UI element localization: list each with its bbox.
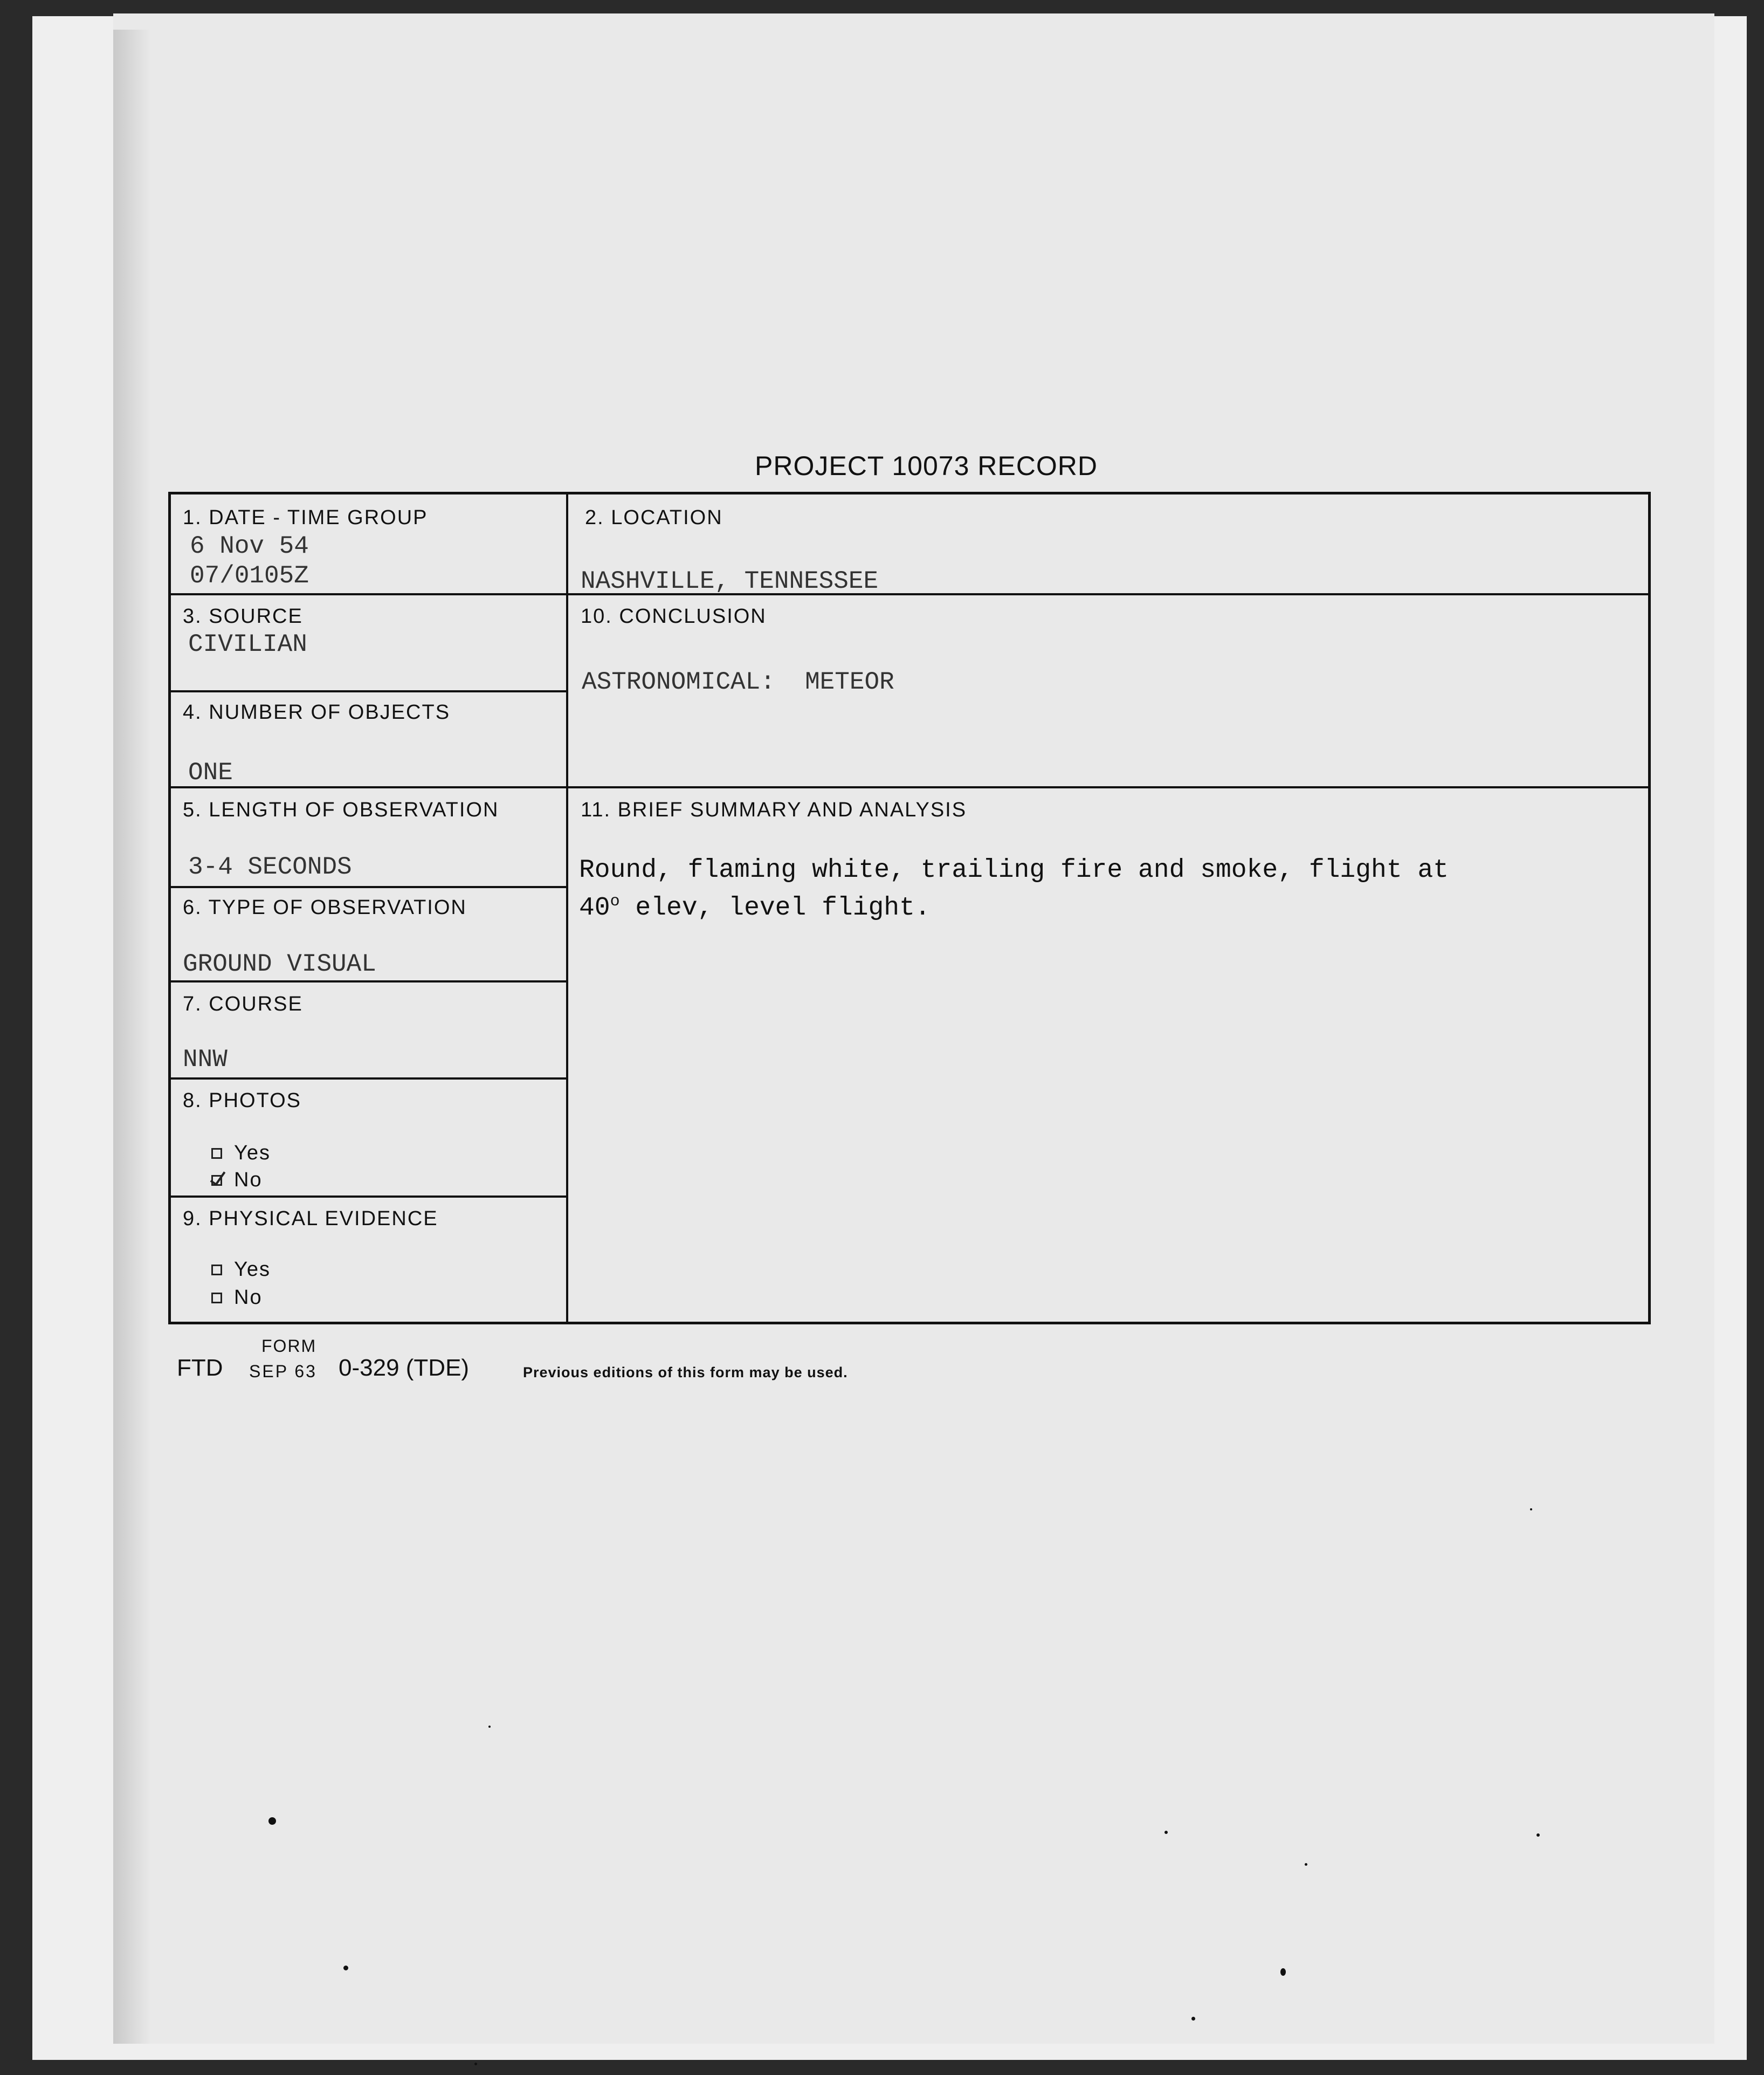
dust-speck: [1305, 1863, 1307, 1866]
summary-label: 11. BRIEF SUMMARY AND ANALYSIS: [581, 799, 967, 821]
summary-line-2-rest: elev, level flight.: [619, 894, 931, 923]
dust-speck: [474, 2063, 477, 2065]
date-value: 6 Nov 54: [190, 532, 309, 560]
physical-evidence-label: 9. PHYSICAL EVIDENCE: [183, 1207, 438, 1230]
footer-form-number: 0-329 (TDE): [339, 1355, 470, 1381]
form-title: PROJECT 10073 RECORD: [755, 451, 1098, 481]
dust-speck: [1191, 2017, 1195, 2021]
summary-text: [579, 855, 1449, 924]
course-label: 7. COURSE: [183, 993, 303, 1015]
row-divider: [171, 1195, 568, 1198]
dust-speck: [1536, 1833, 1540, 1837]
physical-evidence-yes-option[interactable]: [211, 1258, 271, 1281]
photos-no-checkbox[interactable]: [211, 1175, 222, 1186]
row-divider: [171, 690, 568, 692]
length-of-observation-label: 5. LENGTH OF OBSERVATION: [183, 799, 499, 821]
dust-speck: [268, 1817, 276, 1825]
length-of-observation-value: 3-4 SECONDS: [188, 853, 352, 881]
location-label: 2. LOCATION: [585, 506, 723, 529]
dust-speck: [1280, 1968, 1286, 1976]
number-of-objects-value: ONE: [188, 759, 233, 787]
dust-speck: [1164, 1831, 1168, 1834]
type-of-observation-value: GROUND VISUAL: [183, 950, 376, 978]
dust-speck: [488, 1726, 491, 1728]
photos-yes-checkbox[interactable]: [211, 1148, 222, 1159]
course-value: NNW: [183, 1046, 228, 1074]
footer-note: Previous editions of this form may be used.: [523, 1364, 848, 1380]
type-of-observation-label: 6. TYPE OF OBSERVATION: [183, 896, 467, 919]
photos-label: 8. PHOTOS: [183, 1089, 302, 1112]
physical-evidence-yes-checkbox[interactable]: [211, 1265, 222, 1275]
dust-speck: [1530, 1508, 1532, 1510]
row-divider: [568, 786, 1648, 788]
source-label: 3. SOURCE: [183, 605, 303, 628]
time-value: 07/0105Z: [190, 562, 309, 590]
summary-line-2: [579, 894, 931, 923]
location-value: NASHVILLE, TENNESSEE: [581, 567, 879, 595]
summary-line-1: Round, flaming white, trailing fire and smoke, flight at: [579, 856, 1449, 885]
footer-form-label: FORM: [261, 1336, 317, 1356]
photos-yes-label: Yes: [234, 1142, 271, 1164]
row-divider: [171, 593, 568, 595]
conclusion-value: ASTRONOMICAL: METEOR: [582, 668, 894, 696]
photos-no-option[interactable]: [211, 1169, 263, 1192]
physical-evidence-yes-label: Yes: [234, 1258, 271, 1281]
row-divider: [171, 886, 568, 888]
date-time-label: 1. DATE - TIME GROUP: [183, 506, 428, 529]
column-divider: [566, 494, 568, 1323]
number-of-objects-label: 4. NUMBER OF OBJECTS: [183, 701, 451, 724]
physical-evidence-no-checkbox[interactable]: [211, 1293, 222, 1303]
record-form-table: [168, 492, 1651, 1324]
dust-speck: [343, 1966, 348, 1970]
row-divider: [171, 980, 568, 982]
paper-edge-shadow: [113, 30, 151, 2044]
row-divider: [171, 1077, 568, 1080]
photos-no-label: No: [234, 1169, 263, 1191]
source-value: CIVILIAN: [188, 630, 307, 658]
footer-ftd: FTD: [177, 1355, 223, 1381]
conclusion-label: 10. CONCLUSION: [581, 605, 767, 628]
degree-symbol: o: [610, 892, 620, 911]
physical-evidence-no-option[interactable]: [211, 1286, 263, 1309]
summary-elevation-value: 40: [579, 894, 610, 923]
physical-evidence-no-label: No: [234, 1286, 263, 1309]
footer-edition-date: SEP 63: [249, 1362, 317, 1381]
photos-yes-option[interactable]: [211, 1142, 271, 1165]
